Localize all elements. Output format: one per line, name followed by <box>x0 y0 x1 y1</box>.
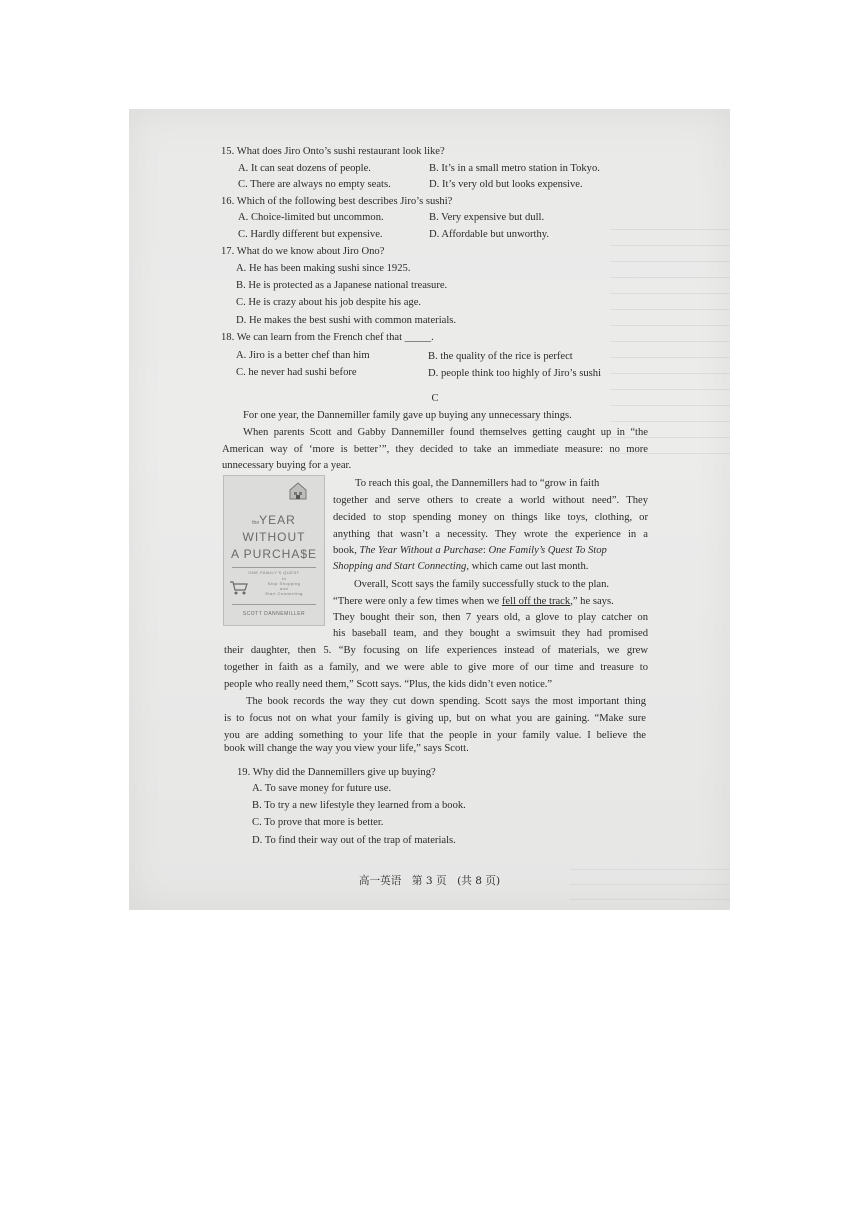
passage-paragraph-line: anything that wasn’t a necessity. They wrote the experience in a <box>333 529 648 540</box>
passage-paragraph-line: Overall, Scott says the family successfully stuck to the plan. <box>354 579 610 590</box>
passage-paragraph-line: The book records the way they cut down spending. Scott says the most important thing <box>246 696 646 707</box>
cover-divider <box>232 567 316 568</box>
cover-title-line-2: WITHOUT <box>242 530 306 544</box>
book-subtitle: Shopping and Start Connecting <box>333 561 467 572</box>
passage-paragraph-line: When parents Scott and Gabby Dannemiller found themselves getting caught up in “the <box>243 427 648 438</box>
passage-paragraph-line: you are adding something to your life that the people in your family value. I believe the <box>224 730 646 741</box>
question-18-stem: 18. We can learn from the French chef that _____. <box>221 332 434 343</box>
passage-paragraph-line: American way of ‘more is better’”, they decided to take an immediate measure: no more <box>222 444 648 455</box>
question-17-option-c[interactable]: C. He is crazy about his job despite his age. <box>236 297 422 308</box>
cover-subtitle-3: Stop Shopping <box>267 581 301 586</box>
book-subtitle: One Family’s Quest To Stop <box>488 545 607 556</box>
question-15-option-d[interactable]: D. It’s very old but looks expensive. <box>429 179 583 190</box>
question-16-stem: 16. Which of the following best describes Jiro’s sushi? <box>221 196 453 207</box>
passage-intro: For one year, the Dannemiller family gave up buying any unnecessary things. <box>243 410 572 421</box>
passage-paragraph-line: decided to stop spending money on things like toys, clothing, or <box>333 512 648 523</box>
book-title: The Year Without a Purchase <box>359 545 483 556</box>
passage-paragraph-line: his baseball team, and they bought a swimsuit they had promised <box>333 628 648 639</box>
passage-paragraph-line: book will change the way you view your life,” says Scott. <box>224 743 469 754</box>
passage-paragraph-line: They bought their son, then 7 years old, a glove to play catcher on <box>333 612 648 623</box>
cover-title-prefix: the <box>252 520 260 526</box>
passage-paragraph-line: To reach this goal, the Dannemillers had to “grow in faith <box>355 478 600 489</box>
page-footer: 高一英语 第 3 页 (共 8 页) <box>358 875 501 887</box>
question-15-option-b[interactable]: B. It’s in a small metro station in Tokyo. <box>429 163 600 174</box>
question-16-option-d[interactable]: D. Affordable but unworthy. <box>429 229 550 240</box>
question-19-option-c[interactable]: C. To prove that more is better. <box>252 817 384 828</box>
passage-paragraph-line: “There were only a few times when we fell off the track,” he says. <box>333 596 614 607</box>
question-17-option-d[interactable]: D. He makes the best sushi with common materials. <box>236 315 457 326</box>
question-19-option-a[interactable]: A. To save money for future use. <box>252 783 392 794</box>
cover-subtitle-4: and <box>279 586 289 591</box>
question-18-option-b[interactable]: B. the quality of the rice is perfect <box>428 351 573 362</box>
question-19-option-b[interactable]: B. To try a new lifestyle they learned from a book. <box>252 800 466 811</box>
question-15-option-c[interactable]: C. There are always no empty seats. <box>238 179 391 190</box>
question-17-stem: 17. What do we know about Jiro Ono? <box>221 246 385 257</box>
cover-title-line-3: A PURCHA$E <box>230 547 318 561</box>
shopping-cart-icon <box>229 580 249 596</box>
question-19-stem: 19. Why did the Dannemillers give up buying? <box>237 767 436 778</box>
passage-paragraph-line: together and serve others to create a world without need”. They <box>333 495 648 506</box>
cover-title-line-1: YEAR <box>259 513 296 527</box>
question-15-stem: 15. What does Jiro Onto’s sushi restaurant look like? <box>221 146 445 157</box>
passage-paragraph-line: unnecessary buying for a year. <box>222 460 352 471</box>
question-18-option-d[interactable]: D. people think too highly of Jiro’s sushi <box>428 368 602 379</box>
passage-paragraph-line: book, The Year Without a Purchase: One Family’s Quest To Stop <box>333 545 607 556</box>
passage-paragraph-line: people who really need them,” Scott says. “Plus, the kids didn’t even notice.” <box>224 679 553 690</box>
book-cover-image <box>223 475 325 626</box>
cover-author: SCOTT DANNEMILLER <box>242 611 306 617</box>
passage-paragraph-line: together in faith as a family, and we were able to give more of our time and treasure to <box>224 662 648 673</box>
question-19-option-d[interactable]: D. To find their way out of the trap of materials. <box>252 835 456 846</box>
cover-subtitle-2: to <box>281 576 287 581</box>
question-18-option-c[interactable]: C. he never had sushi before <box>236 367 357 378</box>
cover-divider <box>232 604 316 605</box>
passage-paragraph-line: their daughter, then 5. “By focusing on life experiences instead of materials, we grew <box>224 645 648 656</box>
passage-paragraph-line: is to focus not on what your family is giving up, but on what you are gaining. “Make sure <box>224 713 646 724</box>
question-17-option-b[interactable]: B. He is protected as a Japanese national treasure. <box>236 280 448 291</box>
underlined-phrase: fell off the track <box>501 596 571 607</box>
question-16-option-b[interactable]: B. Very expensive but dull. <box>429 212 545 223</box>
question-17-option-a[interactable]: A. He has been making sushi since 1925. <box>236 263 411 274</box>
question-16-option-c[interactable]: C. Hardly different but expensive. <box>238 229 383 240</box>
passage-paragraph-line: Shopping and Start Connecting, which came out last month. <box>333 561 589 572</box>
question-16-option-a[interactable]: A. Choice-limited but uncommon. <box>238 212 384 223</box>
cover-subtitle-5: Start Connecting <box>265 591 303 596</box>
question-18-option-a[interactable]: A. Jiro is a better chef than him <box>236 350 370 361</box>
section-letter: C <box>431 393 439 404</box>
question-15-option-a[interactable]: A. It can seat dozens of people. <box>238 163 371 174</box>
house-icon <box>287 480 309 502</box>
cover-subtitle-1: ONE FAMILY’S QUEST <box>248 570 300 575</box>
